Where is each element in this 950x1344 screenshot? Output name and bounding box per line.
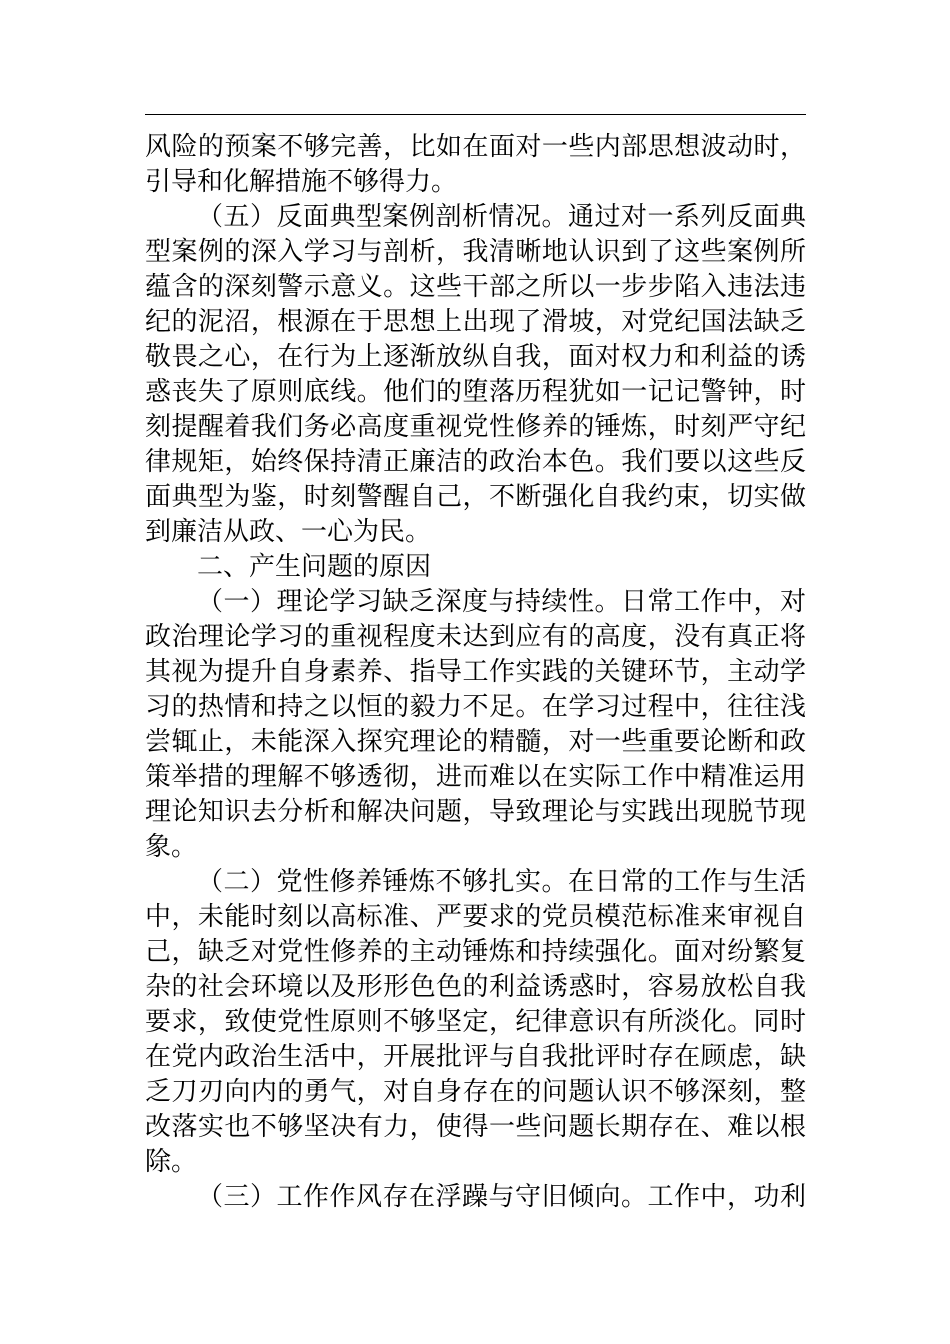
body-line: 型案例的深入学习与剖析，我清晰地认识到了这些案例所 — [145, 237, 806, 267]
body-line: 其视为提升自身素养、指导工作实践的关键环节，主动学 — [145, 657, 806, 687]
body-line: 引导和化解措施不够得力。 — [145, 167, 458, 197]
body-line: 风险的预案不够完善，比如在面对一些内部思想波动时， — [145, 132, 806, 162]
body-line: 在党内政治生活中，开展批评与自我批评时存在顾虑，缺 — [145, 1042, 806, 1072]
body-line: 要求，致使党性原则不够坚定，纪律意识有所淡化。同时 — [145, 1007, 806, 1037]
body-line: 改落实也不够坚决有力，使得一些问题长期存在、难以根 — [145, 1112, 806, 1142]
body-line: 杂的社会环境以及形形色色的利益诱惑时，容易放松自我 — [145, 972, 806, 1002]
body-line: 律规矩，始终保持清正廉洁的政治本色。我们要以这些反 — [145, 447, 806, 477]
subsection-two-line: （二）党性修养锤炼不够扎实。在日常的工作与生活 — [197, 867, 806, 897]
header-rule — [145, 114, 806, 115]
body-line: 习的热情和持之以恒的毅力不足。在学习过程中，往往浅 — [145, 692, 806, 722]
subsection-three-line: （三）工作作风存在浮躁与守旧倾向。工作中，功利 — [197, 1182, 806, 1212]
body-line: 政治理论学习的重视程度未达到应有的高度，没有真正将 — [145, 622, 806, 652]
body-line: 惑丧失了原则底线。他们的堕落历程犹如一记记警钟，时 — [145, 377, 806, 407]
body-line: 己，缺乏对党性修养的主动锤炼和持续强化。面对纷繁复 — [145, 937, 806, 967]
section-heading: 二、产生问题的原因 — [197, 552, 432, 582]
body-line: 理论知识去分析和解决问题，导致理论与实践出现脱节现 — [145, 797, 806, 827]
section-five-line: （五）反面典型案例剖析情况。通过对一系列反面典 — [197, 202, 806, 232]
body-line: 策举措的理解不够透彻，进而难以在实际工作中精准运用 — [145, 762, 806, 792]
body-line: 面典型为鉴，时刻警醒自己，不断强化自我约束，切实做 — [145, 482, 806, 512]
body-line: 刻提醒着我们务必高度重视党性修养的锤炼，时刻严守纪 — [145, 412, 806, 442]
body-line: 到廉洁从政、一心为民。 — [145, 517, 432, 547]
subsection-one-line: （一）理论学习缺乏深度与持续性。日常工作中，对 — [197, 587, 806, 617]
body-line: 尝辄止，未能深入探究理论的精髓，对一些重要论断和政 — [145, 727, 806, 757]
body-line: 除。 — [145, 1147, 198, 1177]
body-line: 敬畏之心，在行为上逐渐放纵自我，面对权力和利益的诱 — [145, 342, 806, 372]
body-line: 乏刀刃向内的勇气，对自身存在的问题认识不够深刻，整 — [145, 1077, 806, 1107]
body-line: 象。 — [145, 832, 198, 862]
body-line: 中，未能时刻以高标准、严要求的党员模范标准来审视自 — [145, 902, 806, 932]
body-line: 纪的泥沼，根源在于思想上出现了滑坡，对党纪国法缺乏 — [145, 307, 806, 337]
body-line: 蕴含的深刻警示意义。这些干部之所以一步步陷入违法违 — [145, 272, 806, 302]
